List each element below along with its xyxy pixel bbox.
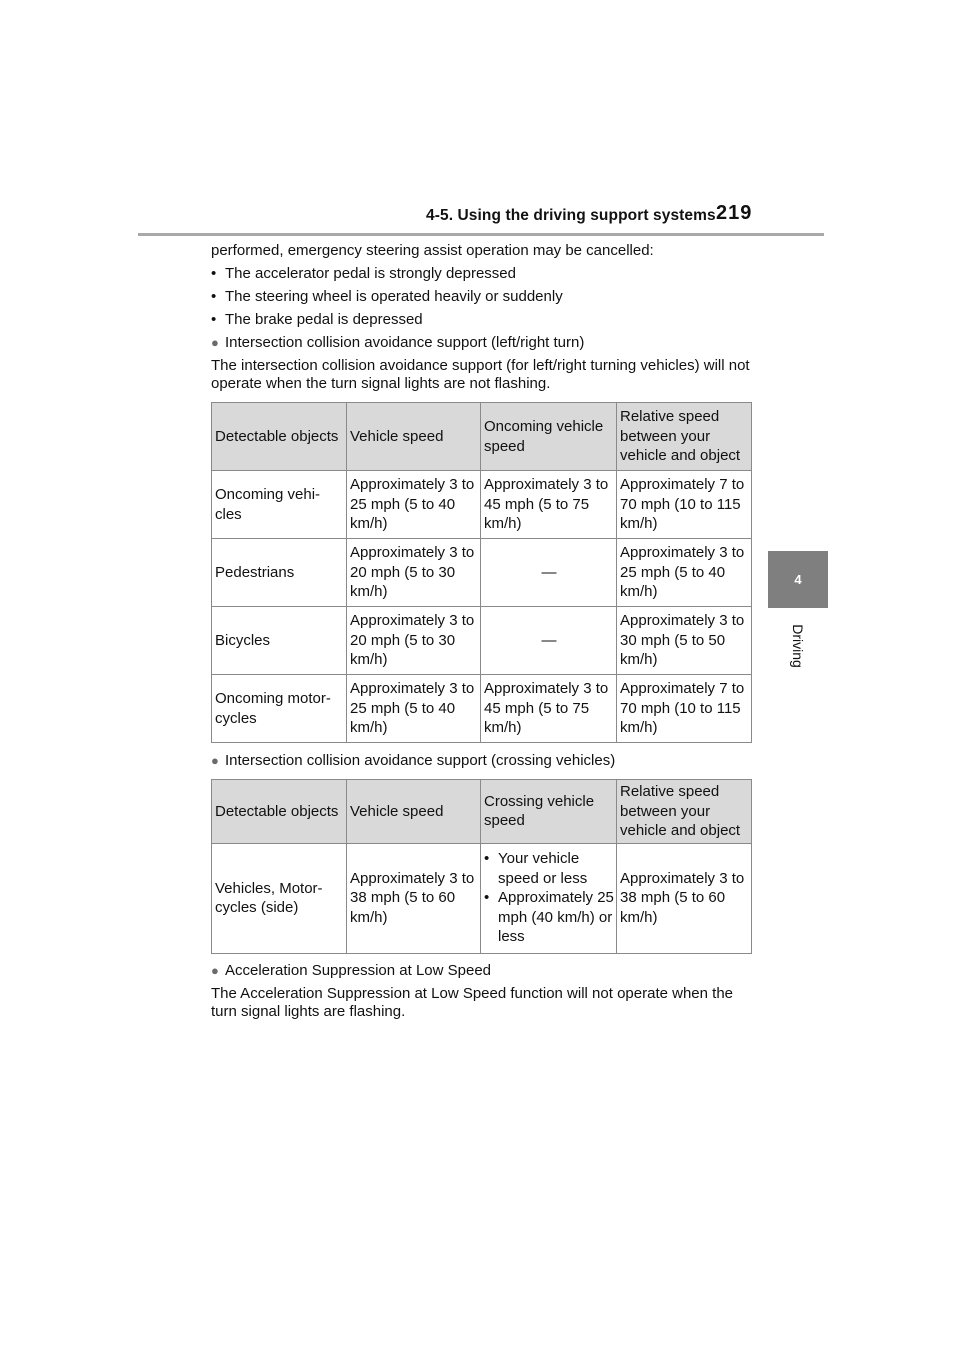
table-cell: Approximately 3 to 30 mph (5 to 50 km/h) bbox=[617, 607, 752, 675]
table-cell bbox=[481, 843, 617, 953]
bullet-icon: • bbox=[211, 311, 217, 328]
table-row bbox=[212, 843, 752, 953]
section-title: 4-5. Using the driving support systems bbox=[426, 207, 716, 224]
page-content bbox=[211, 242, 756, 1026]
section-description: The intersection collision avoidance support (for left/right turning vehicles) will not operate when the turn signal lights are not flashing. bbox=[211, 357, 750, 392]
section-heading-text: Intersection collision avoidance support (crossing vehicles) bbox=[225, 752, 616, 769]
section-heading-text: Acceleration Suppression at Low Speed bbox=[225, 961, 492, 979]
table-cell: Approximately 3 to 38 mph (5 to 60 km/h) bbox=[347, 843, 481, 953]
table-cell: Approximately 7 to 70 mph (10 to 115 km/h) bbox=[617, 675, 752, 743]
table-cell: Oncoming motor-cycles bbox=[212, 675, 347, 743]
list-item-text: The steering wheel is operated heavily or suddenly bbox=[225, 288, 563, 305]
list-item bbox=[484, 888, 614, 947]
column-header: Detectable objects bbox=[212, 780, 347, 844]
table-row bbox=[212, 539, 752, 607]
table-cell: Pedestrians bbox=[212, 539, 347, 607]
chapter-label: Driving bbox=[790, 624, 806, 668]
circle-bullet-icon: ● bbox=[211, 335, 219, 350]
circle-bullet-icon: ● bbox=[211, 753, 219, 768]
table-cell: Approximately 3 to 25 mph (5 to 40 km/h) bbox=[347, 675, 481, 743]
list-item-text: Your vehicle speed or less bbox=[498, 850, 588, 887]
section-description: The Acceleration Suppression at Low Speed function will not operate when the turn signal lights are flashing. bbox=[211, 984, 733, 1020]
table-cell: — bbox=[481, 539, 617, 607]
column-header: Detectable objects bbox=[212, 403, 347, 471]
table-row bbox=[212, 471, 752, 539]
list-item bbox=[484, 849, 614, 888]
bullet-icon: • bbox=[211, 265, 217, 282]
bullet-icon: • bbox=[484, 889, 490, 907]
table-cell: Bicycles bbox=[212, 607, 347, 675]
table-row bbox=[212, 607, 752, 675]
table-cell: Approximately 3 to 45 mph (5 to 75 km/h) bbox=[481, 675, 617, 743]
list-item-text: The accelerator pedal is strongly depressed bbox=[225, 265, 516, 282]
table-cell: Approximately 3 to 45 mph (5 to 75 km/h) bbox=[481, 471, 617, 539]
section-heading-text: Intersection collision avoidance support (left/right turn) bbox=[225, 334, 585, 351]
table-row bbox=[212, 675, 752, 743]
page-number: 219 bbox=[716, 202, 753, 224]
cell-list bbox=[484, 849, 614, 947]
table-cell: Approximately 3 to 25 mph (5 to 40 km/h) bbox=[617, 539, 752, 607]
column-header: Relative speed between your vehicle and object bbox=[617, 780, 752, 844]
table-cell: Approximately 3 to 25 mph (5 to 40 km/h) bbox=[347, 471, 481, 539]
list-item-text: Approximately 25 mph (40 km/h) or less bbox=[498, 889, 614, 946]
section-heading bbox=[211, 752, 756, 770]
table-cell: Approximately 3 to 20 mph (5 to 30 km/h) bbox=[347, 539, 481, 607]
circle-bullet-icon: ● bbox=[211, 962, 219, 978]
intro-text: performed, emergency steering assist operation may be cancelled: bbox=[211, 242, 654, 259]
bullet-icon: • bbox=[211, 288, 217, 305]
column-header: Oncoming vehicle speed bbox=[481, 403, 617, 471]
bullet-icon: • bbox=[484, 850, 490, 868]
table-cell: Oncoming vehi-cles bbox=[212, 471, 347, 539]
section-heading bbox=[211, 962, 756, 980]
table-cell: Approximately 3 to 38 mph (5 to 60 km/h) bbox=[617, 843, 752, 953]
table-cell: — bbox=[481, 607, 617, 675]
list-item bbox=[211, 265, 756, 283]
column-header: Vehicle speed bbox=[347, 403, 481, 471]
column-header: Vehicle speed bbox=[347, 780, 481, 844]
section-heading bbox=[211, 334, 756, 352]
table-cell: Vehicles, Motor-cycles (side) bbox=[212, 843, 347, 953]
column-header: Crossing vehicle speed bbox=[481, 780, 617, 844]
list-item-text: The brake pedal is depressed bbox=[225, 311, 423, 328]
list-item bbox=[211, 311, 756, 329]
table-cell: Approximately 3 to 20 mph (5 to 30 km/h) bbox=[347, 607, 481, 675]
column-header: Relative speed between your vehicle and object bbox=[617, 403, 752, 471]
header-divider bbox=[138, 233, 824, 236]
crossing-vehicles-table bbox=[211, 779, 752, 954]
table-header-row bbox=[212, 780, 752, 844]
left-right-turn-table bbox=[211, 402, 752, 743]
chapter-tab: 4 bbox=[768, 551, 828, 608]
list-item bbox=[211, 288, 756, 306]
table-cell: Approximately 7 to 70 mph (10 to 115 km/h) bbox=[617, 471, 752, 539]
table-header-row bbox=[212, 403, 752, 471]
